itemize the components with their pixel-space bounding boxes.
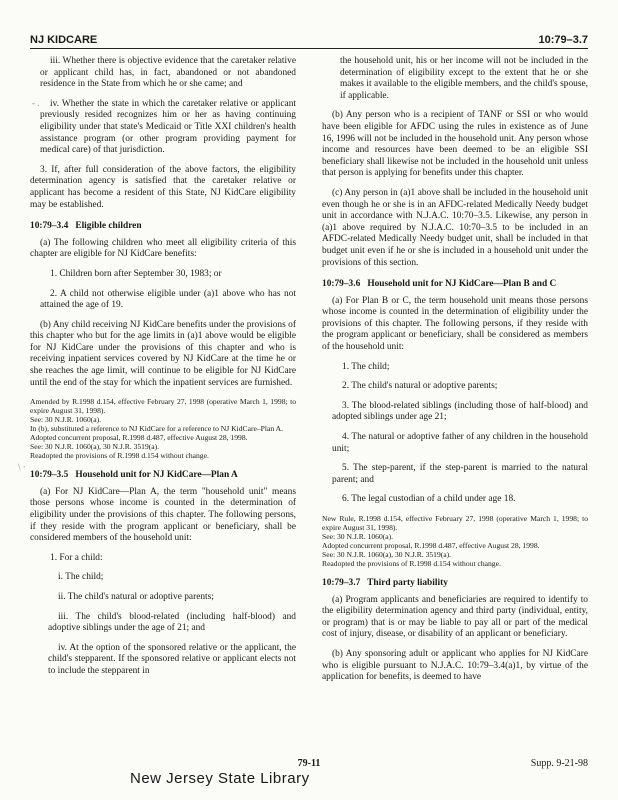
- library-stamp: New Jersey State Library: [130, 770, 310, 787]
- history-line: In (b), substituted a reference to NJ KidCare for a reference to NJ KidCare–Plan A.: [30, 424, 284, 434]
- header-section-range: 10:79–3.7: [538, 34, 588, 46]
- section-number: 10:79–3.4: [30, 221, 69, 232]
- scan-mark: - .: [32, 98, 40, 108]
- section-title: Household unit for NJ KidCare—Plan B and C: [367, 279, 557, 290]
- section-heading: [30, 470, 296, 482]
- paragraph: (b) Any person who is a recipient of TANF or SSI or who would have been eligible for AFDC using the rules in existence as of June 16, 1996 will not be included in the household unit. Any person whose income and resources have been deemed to be an eligible SSI beneficiary shall likewise not be included in the household unit unless that person is applying for benefits under this chapter.: [322, 110, 588, 179]
- header-rule: [30, 48, 588, 49]
- paragraph: (a) For NJ KidCare—Plan A, the term "household unit" means those persons whose income is counted in the determination of eligibility under the provisions of this chapter. The following persons, if they reside with the program applicant or beneficiary, shall be considered members of the household unit:: [30, 486, 296, 544]
- history-line: Adopted concurrent proposal, R.1998 d.487, effective August 28, 1998.: [30, 433, 248, 443]
- running-header: [30, 34, 588, 46]
- paragraph: 3. The blood-related siblings (including those of half-blood) and adopted siblings under age 21;: [332, 400, 588, 423]
- history-line: Readopted the provisions of R.1998 d.154 without change.: [322, 559, 501, 568]
- right-column: [322, 56, 588, 692]
- history-note: [30, 397, 296, 460]
- paragraph: 3. If, after full consideration of the above factors, the eligibility determination agency is satisfied that the caretaker relative or applicant has become a resident of this State, NJ KidCare eligibility may be established.: [30, 164, 296, 210]
- section-number: 10:79–3.5: [30, 470, 69, 481]
- history-line: New Rule, R.1998 d.154, effective February 27, 1998 (operative March 1, 1998; to expire August 31, 1998).: [322, 514, 588, 532]
- history-line: Adopted concurrent proposal, R.1998 d.487, effective August 28, 1998.: [322, 541, 540, 550]
- paragraph: ii. The child's natural or adoptive parents;: [58, 592, 214, 602]
- section-number: 10:79–3.7: [322, 578, 361, 588]
- history-line: See: 30 N.J.R. 1060(a).: [322, 532, 394, 541]
- paragraph: (a) Program applicants and beneficiaries are required to identify to the eligibility determination agency and third party (individual, entity, or program) that is or may be liable to pay all or part of the medical cost of injury, disease, or disability of an applicant or beneficiary.: [322, 594, 588, 640]
- history-line: See: 30 N.J.R. 1060(a), 30 N.J.R. 3519(a).: [322, 550, 452, 559]
- history-note: [322, 514, 588, 568]
- section-title: Third party liability: [367, 578, 448, 588]
- history-line: See: 30 N.J.R. 1060(a), 30 N.J.R. 3519(a).: [30, 442, 160, 452]
- header-title: NJ KIDCARE: [30, 34, 98, 46]
- paragraph: iii. The child's blood-related (including half-blood) and adoptive siblings under the age of 21; and: [48, 611, 296, 634]
- history-line: Amended by R.1998 d.154, effective February 27, 1998 (operative March 1, 1998; to expire August 31, 1998).: [30, 397, 296, 416]
- paragraph: (a) The following children who meet all eligibility criteria of this chapter are eligible for NJ KidCare benefits:: [30, 237, 296, 260]
- left-column: [30, 56, 296, 686]
- paragraph: 2. The child's natural or adoptive parents;: [342, 381, 498, 392]
- paragraph: (b) Any child receiving NJ KidCare benefits under the provisions of this chapter who but for the age limits in (a)1 above would be eligible for NJ KidCare under the provisions of this chapter and who is receiving inpatient services covered by NJ KidCare at the time he or she reaches the age limit, will continue to be eligible for NJ KidCare until the end of the stay for which the inpatient services are furnished.: [30, 319, 296, 388]
- section-title: Household unit for NJ KidCare—Plan A: [75, 470, 238, 481]
- section-title: Eligible children: [75, 221, 142, 232]
- scan-mark: \ ·: [18, 462, 26, 472]
- paragraph: iv. At the option of the sponsored relative or the applicant, the child's stepparent. If the sponsored relative or applicant elects not to include the stepparent in: [48, 642, 296, 676]
- paragraph: i. The child;: [58, 572, 104, 583]
- history-line: See: 30 N.J.R. 1060(a).: [30, 415, 102, 425]
- paragraph: (a) For Plan B or C, the term household unit means those persons whose income is counted in the determination of eligibility under the provisions of this chapter. The following persons, if they reside with the program applicant or beneficiary, shall be considered as members of the household unit:: [322, 295, 588, 353]
- paragraph: (c) Any person in (a)1 above shall be included in the household unit even though he or she is in an AFDC-related Medically Needy budget unit in accordance with N.J.A.C. 10:70–3.5. Likewise, any person in (a)1 above required by N.J.A.C. 10:70–3.5 to be included in an AFDC-related Medically Needy budget unit, shall be included in that budget unit even if he or she is included in a household unit under the provisions of this section.: [322, 187, 588, 268]
- section-heading: [322, 279, 588, 291]
- paragraph: 4. The natural or adoptive father of any children in the household unit;: [332, 432, 588, 454]
- section-number: 10:79–3.6: [322, 279, 361, 290]
- paragraph: 1. The child;: [342, 361, 390, 372]
- paragraph: iii. Whether there is objective evidence that the caretaker relative or applicant child has, in fact, abandoned or not abandoned residence in the State from which he or she came; and: [40, 56, 296, 90]
- history-line: Readopted the provisions of R.1998 d.154 without change.: [30, 451, 209, 461]
- paragraph: (b) Any sponsoring adult or applicant who applies for NJ KidCare who is eligible pursuant to N.J.A.C. 10:79–3.4(a)1, by virtue of the application for benefits, is deemed to have: [322, 648, 588, 683]
- paragraph: 2. A child not otherwise eligible under (a)1 above who has not attained the age of 19.: [40, 288, 296, 311]
- paragraph: 6. The legal custodian of a child under age 18.: [342, 494, 516, 505]
- section-heading: [30, 221, 296, 233]
- supplement-date: Supp. 9-21-98: [530, 758, 588, 769]
- section-heading: [322, 578, 588, 590]
- paragraph: the household unit, his or her income will not be included in the determination of eligibility except to the extent that he or she makes it available to the eligible members, and the child's spouse, if applicable.: [340, 56, 588, 101]
- paragraph: 1. Children born after September 30, 1983; or: [50, 268, 222, 279]
- paragraph: 5. The step-parent, if the step-parent is married to the natural parent; and: [332, 463, 588, 485]
- page-number: 79-11: [297, 758, 321, 769]
- paragraph: iv. Whether the state in which the caretaker relative or applicant previously resided recognizes him or her as having continuing eligibility under that state's Medicaid or Title XXI children's health assistance program (or other program providing payment for medical care) of that jurisdiction.: [40, 98, 296, 156]
- paragraph: 1. For a child:: [50, 552, 103, 563]
